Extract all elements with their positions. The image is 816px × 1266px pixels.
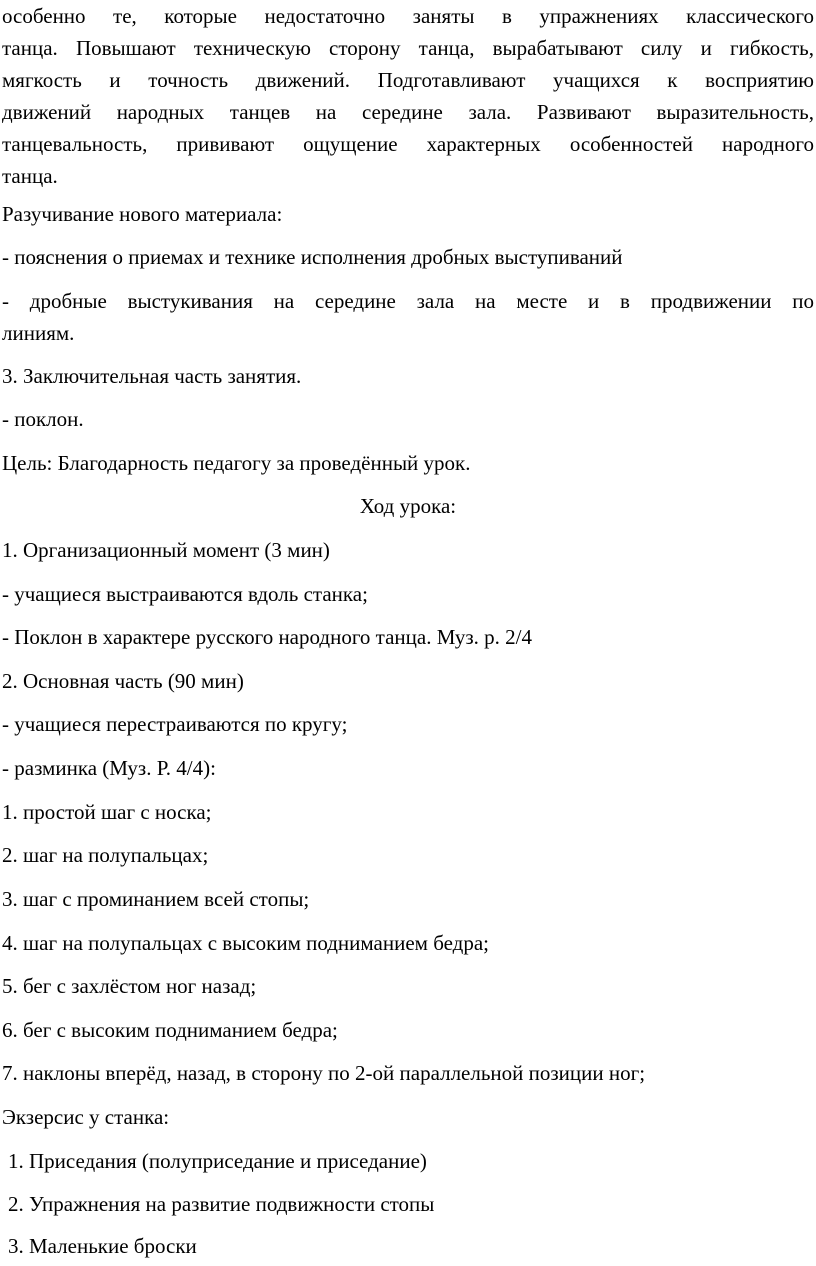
warmup-item: 2. шаг на полупальцах; bbox=[2, 843, 209, 867]
intro-line: особенно те, которые недостаточно заняты в упражнениях классического bbox=[2, 4, 814, 28]
final-part-heading: 3. Заключительная часть занятия. bbox=[2, 364, 302, 388]
intro-line: танцевальность, прививают ощущение характерных особенностей народного bbox=[2, 132, 814, 156]
main-part-heading: 2. Основная часть (90 мин) bbox=[2, 669, 244, 693]
intro-paragraph bbox=[2, 0, 814, 192]
warmup-item: 5. бег с захлёстом ног назад; bbox=[2, 974, 257, 998]
intro-line: танца. bbox=[2, 164, 58, 188]
barre-item: 2. Упражнения на развитие подвижности стопы bbox=[8, 1192, 435, 1216]
barre-item: 1. Приседания (полуприседание и приседание) bbox=[8, 1149, 427, 1173]
warmup-heading: - разминка (Муз. Р. 4/4): bbox=[2, 756, 216, 780]
barre-heading: Экзерсис у станка: bbox=[2, 1105, 170, 1129]
new-material-heading: Разучивание нового материала: bbox=[2, 202, 283, 226]
warmup-item: 1. простой шаг с носка; bbox=[2, 800, 212, 824]
goal-text: Цель: Благодарность педагогу за проведённый урок. bbox=[2, 451, 471, 475]
org-item: - Поклон в характере русского народного танца. Муз. р. 2/4 bbox=[2, 625, 532, 649]
warmup-item: 7. наклоны вперёд, назад, в сторону по 2-ой параллельной позиции ног; bbox=[2, 1061, 646, 1085]
new-material-item: - пояснения о приемах и технике исполнения дробных выступиваний bbox=[2, 245, 623, 269]
warmup-item: 3. шаг с проминанием всей стопы; bbox=[2, 887, 310, 911]
new-material-item-line: линиям. bbox=[2, 321, 75, 345]
lesson-heading: Ход урока: bbox=[359, 494, 457, 518]
warmup-item: 4. шаг на полупальцах с высоким подниманием бедра; bbox=[2, 931, 489, 955]
intro-line: мягкость и точность движений. Подготавливают учащихся к восприятию bbox=[2, 68, 814, 92]
new-material-item-line: - дробные выстукивания на середине зала на месте и в продвижении по bbox=[2, 289, 814, 313]
intro-line: танца. Повышают техническую сторону танца, вырабатывают силу и гибкость, bbox=[2, 36, 814, 60]
warmup-item: 6. бег с высоким подниманием бедра; bbox=[2, 1018, 338, 1042]
barre-item: 3. Маленькие броски bbox=[8, 1234, 197, 1258]
bow-item: - поклон. bbox=[2, 407, 84, 431]
main-item: - учащиеся перестраиваются по кругу; bbox=[2, 712, 348, 736]
org-moment-heading: 1. Организационный момент (3 мин) bbox=[2, 538, 330, 562]
new-material-item-multiline bbox=[2, 285, 814, 349]
intro-line: движений народных танцев на середине зала. Развивают выразительность, bbox=[2, 100, 814, 124]
org-item: - учащиеся выстраиваются вдоль станка; bbox=[2, 582, 368, 606]
